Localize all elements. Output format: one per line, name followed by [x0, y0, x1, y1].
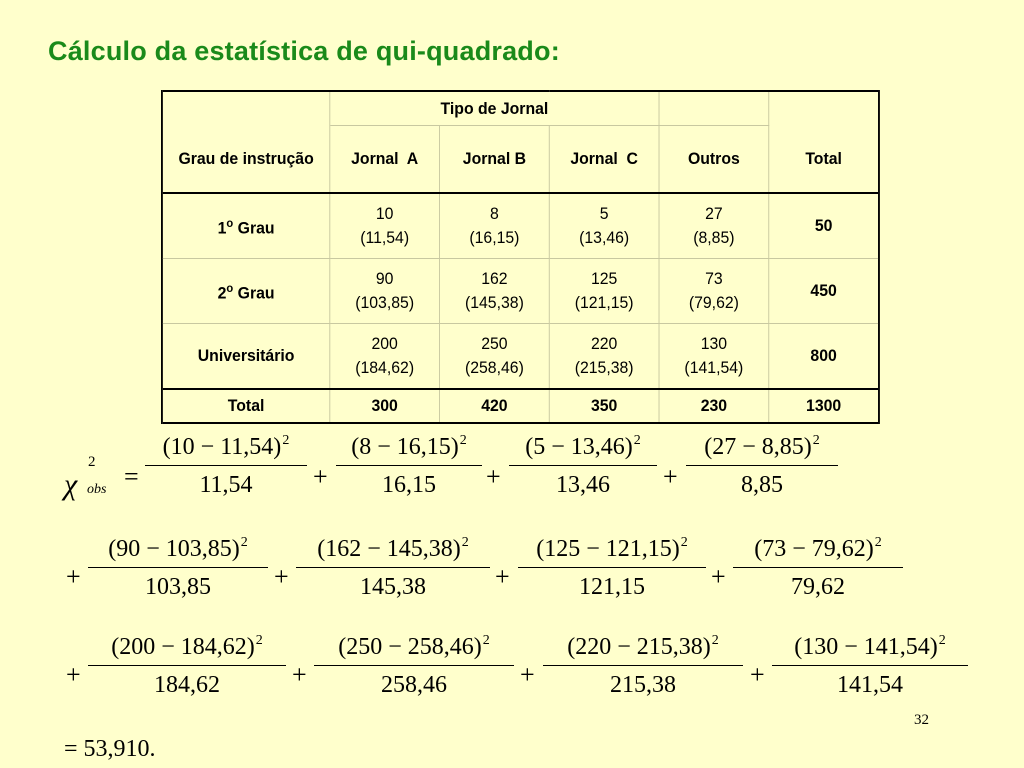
data-cell	[330, 193, 440, 259]
slide-title: Cálculo da estatística de qui-quadrado:	[48, 36, 560, 66]
column-header: Outros	[659, 126, 769, 194]
term-denominator: 121,15	[518, 567, 706, 601]
term-numerator: (162 − 145,38)	[317, 536, 461, 562]
expected-value: (141,54)	[684, 358, 744, 377]
term-exponent: 2	[680, 535, 688, 550]
observed-value: 90	[375, 269, 394, 288]
row-label-sup: o	[226, 281, 234, 296]
column-header: Jornal C	[549, 126, 659, 194]
table-row	[162, 259, 879, 324]
row-total: 800	[769, 324, 879, 390]
column-total: 300	[330, 389, 440, 423]
plus-sign: +	[486, 462, 501, 491]
plus-sign: +	[274, 562, 289, 591]
observed-value: 200	[371, 334, 398, 353]
row-label	[162, 324, 330, 390]
column-header: Jornal A	[330, 126, 440, 194]
fraction-term	[686, 433, 838, 499]
fraction-term	[314, 633, 514, 699]
fraction-term	[88, 633, 286, 699]
data-cell	[549, 193, 659, 259]
fraction-term	[88, 535, 268, 601]
row-label-text: 2	[217, 283, 227, 303]
fraction-term	[733, 535, 903, 601]
term-exponent: 2	[938, 633, 946, 648]
fraction-term	[336, 433, 482, 499]
totals-label: Total	[162, 389, 330, 423]
plus-sign: +	[313, 462, 328, 491]
row-label-rest: Grau	[233, 283, 275, 303]
expected-value: (145,38)	[464, 293, 524, 312]
row-header-grau-de-instrucao: Grau de instrução	[162, 126, 330, 194]
equals-sign: =	[124, 462, 139, 491]
observed-value: 5	[599, 204, 609, 223]
observed-value: 220	[590, 334, 618, 353]
chi-square-result: = 53,910.	[64, 736, 156, 762]
term-denominator: 11,54	[145, 465, 307, 499]
term-exponent: 2	[874, 535, 882, 550]
term-numerator: (8 − 16,15)	[351, 434, 459, 460]
data-cell	[440, 324, 550, 390]
fraction-term	[509, 433, 657, 499]
fraction-term	[772, 633, 968, 699]
observed-value: 73	[705, 269, 723, 288]
data-cell	[659, 193, 769, 259]
expected-value: (215,38)	[574, 358, 634, 377]
header-blank-cell	[769, 91, 879, 126]
plus-sign: +	[750, 660, 765, 689]
data-cell	[549, 324, 659, 390]
fraction-term	[518, 535, 706, 601]
term-exponent: 2	[482, 633, 490, 648]
fraction-term	[145, 433, 307, 499]
table-row	[162, 324, 879, 390]
plus-sign: +	[711, 562, 726, 591]
expected-value: (121,15)	[574, 293, 634, 312]
term-exponent: 2	[633, 433, 641, 448]
term-denominator: 13,46	[509, 465, 657, 499]
expected-value: (13,46)	[579, 228, 630, 247]
group-header-tipo-de-jornal: Tipo de Jornal	[330, 91, 659, 126]
table-row	[162, 193, 879, 259]
fraction-term	[543, 633, 743, 699]
term-denominator: 103,85	[88, 567, 268, 601]
column-total: 420	[440, 389, 550, 423]
expected-value: (11,54)	[360, 228, 410, 247]
table-header-row-1	[162, 91, 879, 126]
observed-value: 125	[590, 269, 618, 288]
term-numerator: (73 − 79,62)	[754, 536, 874, 562]
expected-value: (79,62)	[688, 293, 739, 312]
plus-sign: +	[495, 562, 510, 591]
term-exponent: 2	[240, 535, 248, 550]
plus-sign: +	[663, 462, 678, 491]
column-header: Jornal B	[440, 126, 550, 194]
observed-value: 10	[375, 204, 394, 223]
term-numerator: (125 − 121,15)	[536, 536, 680, 562]
data-cell	[549, 259, 659, 324]
expected-value: (184,62)	[355, 358, 415, 377]
grand-total: 1300	[769, 389, 879, 423]
data-cell	[330, 324, 440, 390]
column-header-total: Total	[769, 126, 879, 194]
term-exponent: 2	[255, 633, 263, 648]
observed-value: 162	[481, 269, 508, 288]
term-denominator: 79,62	[733, 567, 903, 601]
row-label	[162, 193, 330, 259]
term-exponent: 2	[459, 433, 467, 448]
column-total: 230	[659, 389, 769, 423]
contingency-table	[161, 90, 880, 424]
header-blank-cell	[659, 91, 769, 126]
term-denominator: 184,62	[88, 665, 286, 699]
term-numerator: (220 − 215,38)	[567, 634, 711, 660]
term-exponent: 2	[812, 433, 820, 448]
row-label-text: Universitário	[197, 346, 295, 365]
row-total: 50	[769, 193, 879, 259]
row-label-sup: o	[226, 216, 234, 231]
chi-symbol: χ	[64, 468, 78, 501]
data-cell	[330, 259, 440, 324]
observed-value: 8	[490, 204, 499, 223]
observed-value: 130	[700, 334, 728, 353]
term-numerator: (10 − 11,54)	[162, 434, 282, 460]
chi-subscript: obs	[87, 482, 107, 497]
fraction-term	[296, 535, 490, 601]
page-number: 32	[914, 712, 929, 728]
expected-value: (16,15)	[469, 228, 520, 247]
row-label-rest: Grau	[233, 218, 275, 238]
term-exponent: 2	[461, 535, 469, 550]
row-label-text: 1	[217, 218, 227, 238]
observed-value: 250	[481, 334, 508, 353]
plus-sign: +	[66, 660, 81, 689]
table-totals-row	[162, 389, 879, 423]
data-cell	[440, 259, 550, 324]
chi-superscript: 2	[88, 454, 96, 470]
column-total: 350	[549, 389, 659, 423]
term-numerator: (27 − 8,85)	[704, 434, 812, 460]
observed-value: 27	[705, 204, 723, 223]
plus-sign: +	[520, 660, 535, 689]
term-numerator: (200 − 184,62)	[111, 634, 255, 660]
data-cell	[659, 324, 769, 390]
term-exponent: 2	[711, 633, 719, 648]
term-denominator: 215,38	[543, 665, 743, 699]
plus-sign: +	[292, 660, 307, 689]
table-header-row-2	[162, 126, 879, 194]
term-numerator: (90 − 103,85)	[108, 536, 240, 562]
row-total: 450	[769, 259, 879, 324]
term-numerator: (250 − 258,46)	[338, 634, 482, 660]
data-cell	[659, 259, 769, 324]
plus-sign: +	[66, 562, 81, 591]
expected-value: (258,46)	[464, 358, 524, 377]
term-numerator: (5 − 13,46)	[525, 434, 633, 460]
row-label	[162, 259, 330, 324]
term-numerator: (130 − 141,54)	[794, 634, 938, 660]
data-cell	[440, 193, 550, 259]
term-denominator: 258,46	[314, 665, 514, 699]
expected-value: (103,85)	[355, 293, 415, 312]
term-denominator: 16,15	[336, 465, 482, 499]
term-denominator: 8,85	[686, 465, 838, 499]
term-exponent: 2	[282, 433, 290, 448]
term-denominator: 141,54	[772, 665, 968, 699]
term-denominator: 145,38	[296, 567, 490, 601]
expected-value: (8,85)	[693, 228, 735, 247]
header-blank-cell	[162, 91, 330, 126]
